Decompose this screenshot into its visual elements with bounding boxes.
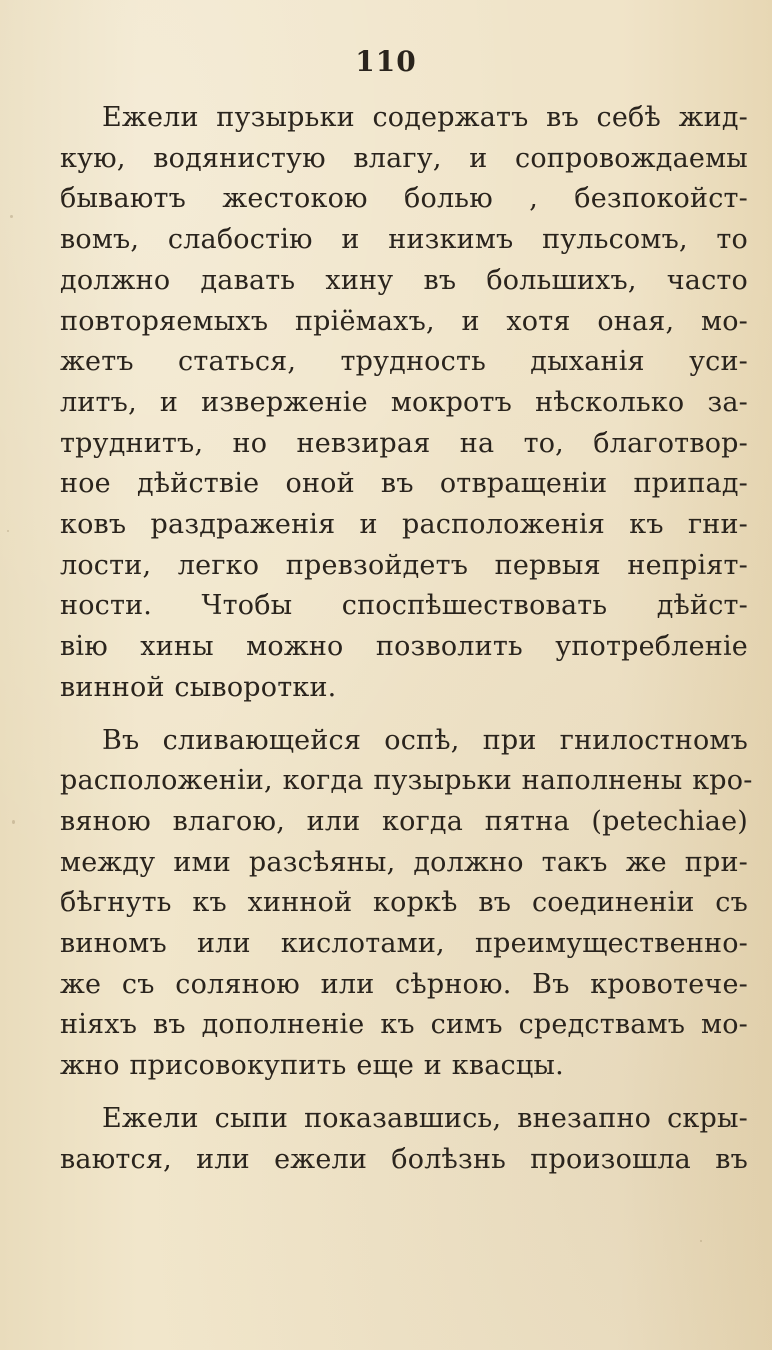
text-line: ваются, или ежели болѣзнь произошла въ xyxy=(60,1143,748,1175)
text-line: вомъ, слабостію и низкимъ пульсомъ, то xyxy=(60,224,748,256)
text-line: жетъ статься, трудность дыханія уси- xyxy=(60,346,748,378)
text-line: вяною влагою, или когда пятна (petechiae) xyxy=(60,805,748,837)
text-line: винной сыворотки. xyxy=(60,671,337,703)
text-line: лости, легко превзойдетъ первыя непріят- xyxy=(60,549,748,581)
paper-spot xyxy=(700,1240,702,1242)
text-line: литъ, и изверженіе мокротъ нѣсколько за- xyxy=(60,386,748,418)
page-number: 110 xyxy=(355,45,417,78)
paragraph-gap xyxy=(60,709,748,721)
text-line: должно давать хину въ большихъ, часто xyxy=(60,264,748,296)
text-line: ковъ раздраженія и расположенія къ гни- xyxy=(60,509,748,541)
text-line: Ежели пузырьки содержатъ въ себѣ жид- xyxy=(102,102,748,133)
text-line: расположеніи, когда пузырьки наполнены кро- xyxy=(60,765,753,797)
text-line: жно присовокупить еще и квасцы. xyxy=(60,1050,564,1082)
text-line: Въ сливающейся оспѣ, при гнилостномъ xyxy=(102,724,748,756)
text-line: между ими разсѣяны, должно такъ же при- xyxy=(60,846,748,878)
paper-spot xyxy=(7,530,9,532)
paper-spot xyxy=(12,820,15,824)
text-line: Ежели сыпи показавшись, внезапно скры- xyxy=(102,1102,748,1134)
text-line: труднитъ, но невзирая на то, благотвор- xyxy=(60,427,748,459)
text-line: кую, водянистую влагу, и сопровождаемы xyxy=(60,142,748,174)
text-line: ніяхъ въ дополненіе къ симъ средствамъ мо- xyxy=(60,1009,748,1041)
text-line: повторяемыхъ пріёмахъ, и хотя оная, мо- xyxy=(60,305,748,337)
text-line: ное дѣйствіе оной въ отвращеніи припад- xyxy=(60,468,748,500)
text-line: бѣгнуть къ хинной коркѣ въ соединеніи съ xyxy=(60,887,748,919)
text-line: бываютъ жестокою болью , безпокойст- xyxy=(60,183,748,215)
text-line: вію хины можно позволить употребленіе xyxy=(60,631,748,663)
paragraph xyxy=(60,721,753,1087)
paragraph xyxy=(60,98,748,709)
text-line: же съ соляною или сѣрною. Въ кровотече- xyxy=(60,968,748,1000)
paper-spot xyxy=(10,215,13,218)
paragraph-gap xyxy=(60,1087,748,1099)
body-text xyxy=(60,98,753,1180)
paragraph xyxy=(60,1099,748,1180)
text-line: ности. Чтобы споспѣшествовать дѣйст- xyxy=(60,590,748,622)
text-line: виномъ или кислотами, преимущественно- xyxy=(60,928,748,960)
